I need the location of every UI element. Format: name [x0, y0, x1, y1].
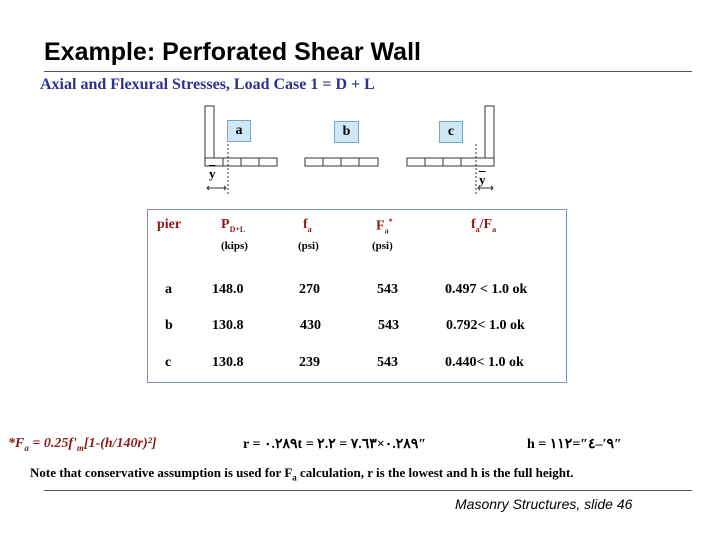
height-equation: h = ٩′–٤″=١١٢″ [527, 437, 622, 452]
row-c-fa: 239 [299, 355, 320, 370]
row-a-load: 148.0 [212, 282, 244, 297]
radius-of-gyration-equation: r = ٠.٢٨٩t = ٠.٢٨٩×٧.٦٣ = ٢.٢″ [243, 437, 427, 452]
footer-rule [44, 490, 692, 491]
row-b-pier: b [165, 318, 173, 333]
header-ratio: $f_a/F_a$ [471, 217, 497, 234]
row-b-fa: 430 [300, 318, 321, 333]
row-a-pier: a [165, 282, 172, 297]
ybar-label-right: $\overline{y}$ [479, 172, 486, 187]
pier-a-flange [205, 106, 214, 158]
row-a-allowable: 543 [377, 282, 398, 297]
pier-c-flange [485, 106, 494, 158]
row-a-ratio: 0.497 < 1.0 ok [445, 282, 528, 297]
pier-label-b: b [334, 121, 359, 143]
row-c-pier: c [165, 355, 172, 370]
pier-label-c: c [439, 121, 463, 143]
header-fa: $f_a$ [303, 217, 312, 234]
header-allowable: $F_a^*$ [376, 217, 393, 236]
row-c-load: 130.8 [212, 355, 244, 370]
wall-plan-diagram [195, 104, 505, 200]
note-text: Note that conservative assumption is used for $F_a$ calculation, r is the lowest and h is the full height. [30, 465, 574, 483]
row-c-allowable: 543 [377, 355, 398, 370]
ybar-label-left: $\overline{y}$ [209, 166, 216, 181]
unit-load: (kips) [221, 240, 248, 252]
row-c-ratio: 0.440< 1.0 ok [445, 355, 524, 370]
row-b-ratio: 0.792< 1.0 ok [446, 318, 525, 333]
title-underline [44, 71, 692, 72]
slide-footer: Masonry Structures, slide 46 [455, 496, 633, 512]
unit-fa: (psi) [298, 240, 319, 252]
pier-label-a: a [227, 120, 251, 142]
header-pier: pier [157, 217, 182, 232]
pier-c-web [407, 158, 494, 166]
row-a-fa: 270 [299, 282, 320, 297]
allowable-stress-formula: $*F_a = 0.25f'_m[1-(h/140r)^2]$ [8, 436, 157, 453]
unit-allowable: (psi) [372, 240, 393, 252]
header-load: $P_{D+L}$ [221, 217, 246, 234]
row-b-load: 130.8 [212, 318, 244, 333]
slide-title: Example: Perforated Shear Wall [44, 38, 421, 66]
row-b-allowable: 543 [378, 318, 399, 333]
slide-subtitle: Axial and Flexural Stresses, Load Case 1 = D + L [40, 76, 375, 93]
